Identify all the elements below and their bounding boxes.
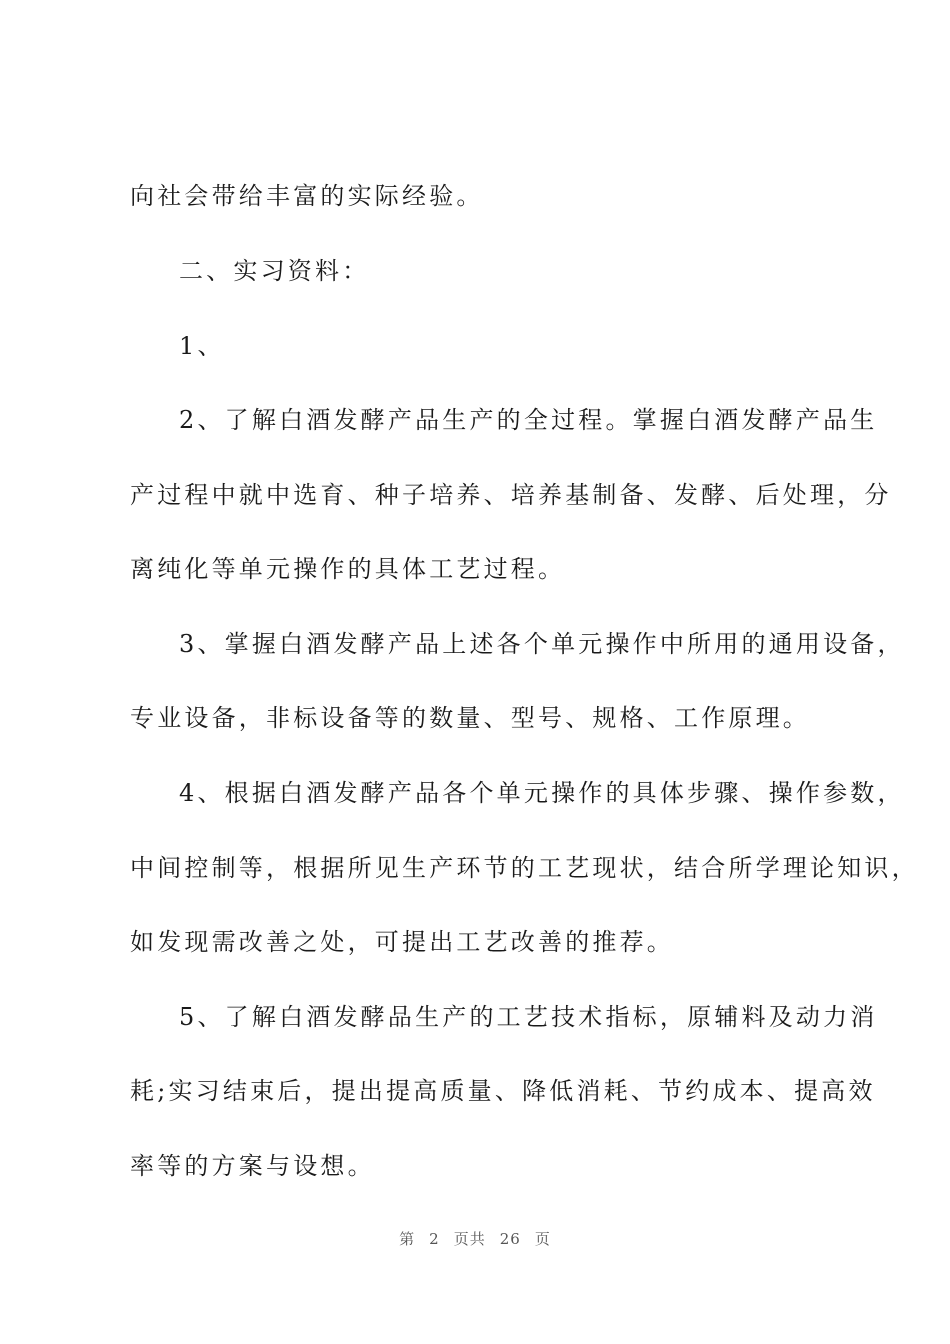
paragraph-line: 4、根据白酒发酵产品各个单元操作的具体步骤、操作参数， <box>179 779 905 807</box>
paragraph-line: 专业设备，非标设备等的数量、型号、规格、工作原理。 <box>130 704 810 732</box>
total-pages-number: 26 <box>499 1230 521 1248</box>
paragraph-line: 3、掌握白酒发酵产品上述各个单元操作中所用的通用设备， <box>179 630 905 658</box>
paragraph-line: 2、了解白酒发酵产品生产的全过程。掌握白酒发酵产品生 <box>179 406 878 434</box>
paragraph-line: 离纯化等单元操作的具体工艺过程。 <box>130 555 566 583</box>
footer-middle: 页共 <box>453 1230 486 1248</box>
paragraph-line: 中间控制等，根据所见生产环节的工艺现状，结合所学理论知识， <box>130 854 919 882</box>
page-footer <box>0 1228 950 1249</box>
paragraph-line: 产过程中就中选育、种子培养、培养基制备、发酵、后处理，分 <box>130 481 892 509</box>
section-heading: 二、实习资料： <box>179 257 370 285</box>
list-item-number: 1、 <box>179 332 225 360</box>
current-page-number: 2 <box>429 1230 440 1248</box>
footer-suffix: 页 <box>534 1230 551 1248</box>
paragraph-line: 5、了解白酒发酵品生产的工艺技术指标，原辅料及动力消 <box>179 1003 878 1031</box>
footer-prefix: 第 <box>399 1230 416 1248</box>
paragraph-line: 率等的方案与设想。 <box>130 1152 375 1180</box>
paragraph-line: 如发现需改善之处，可提出工艺改善的推荐。 <box>130 928 674 956</box>
paragraph-line: 耗;实习结束后，提出提高质量、降低消耗、节约成本、提高效 <box>130 1077 876 1105</box>
paragraph-line: 向社会带给丰富的实际经验。 <box>130 182 484 210</box>
